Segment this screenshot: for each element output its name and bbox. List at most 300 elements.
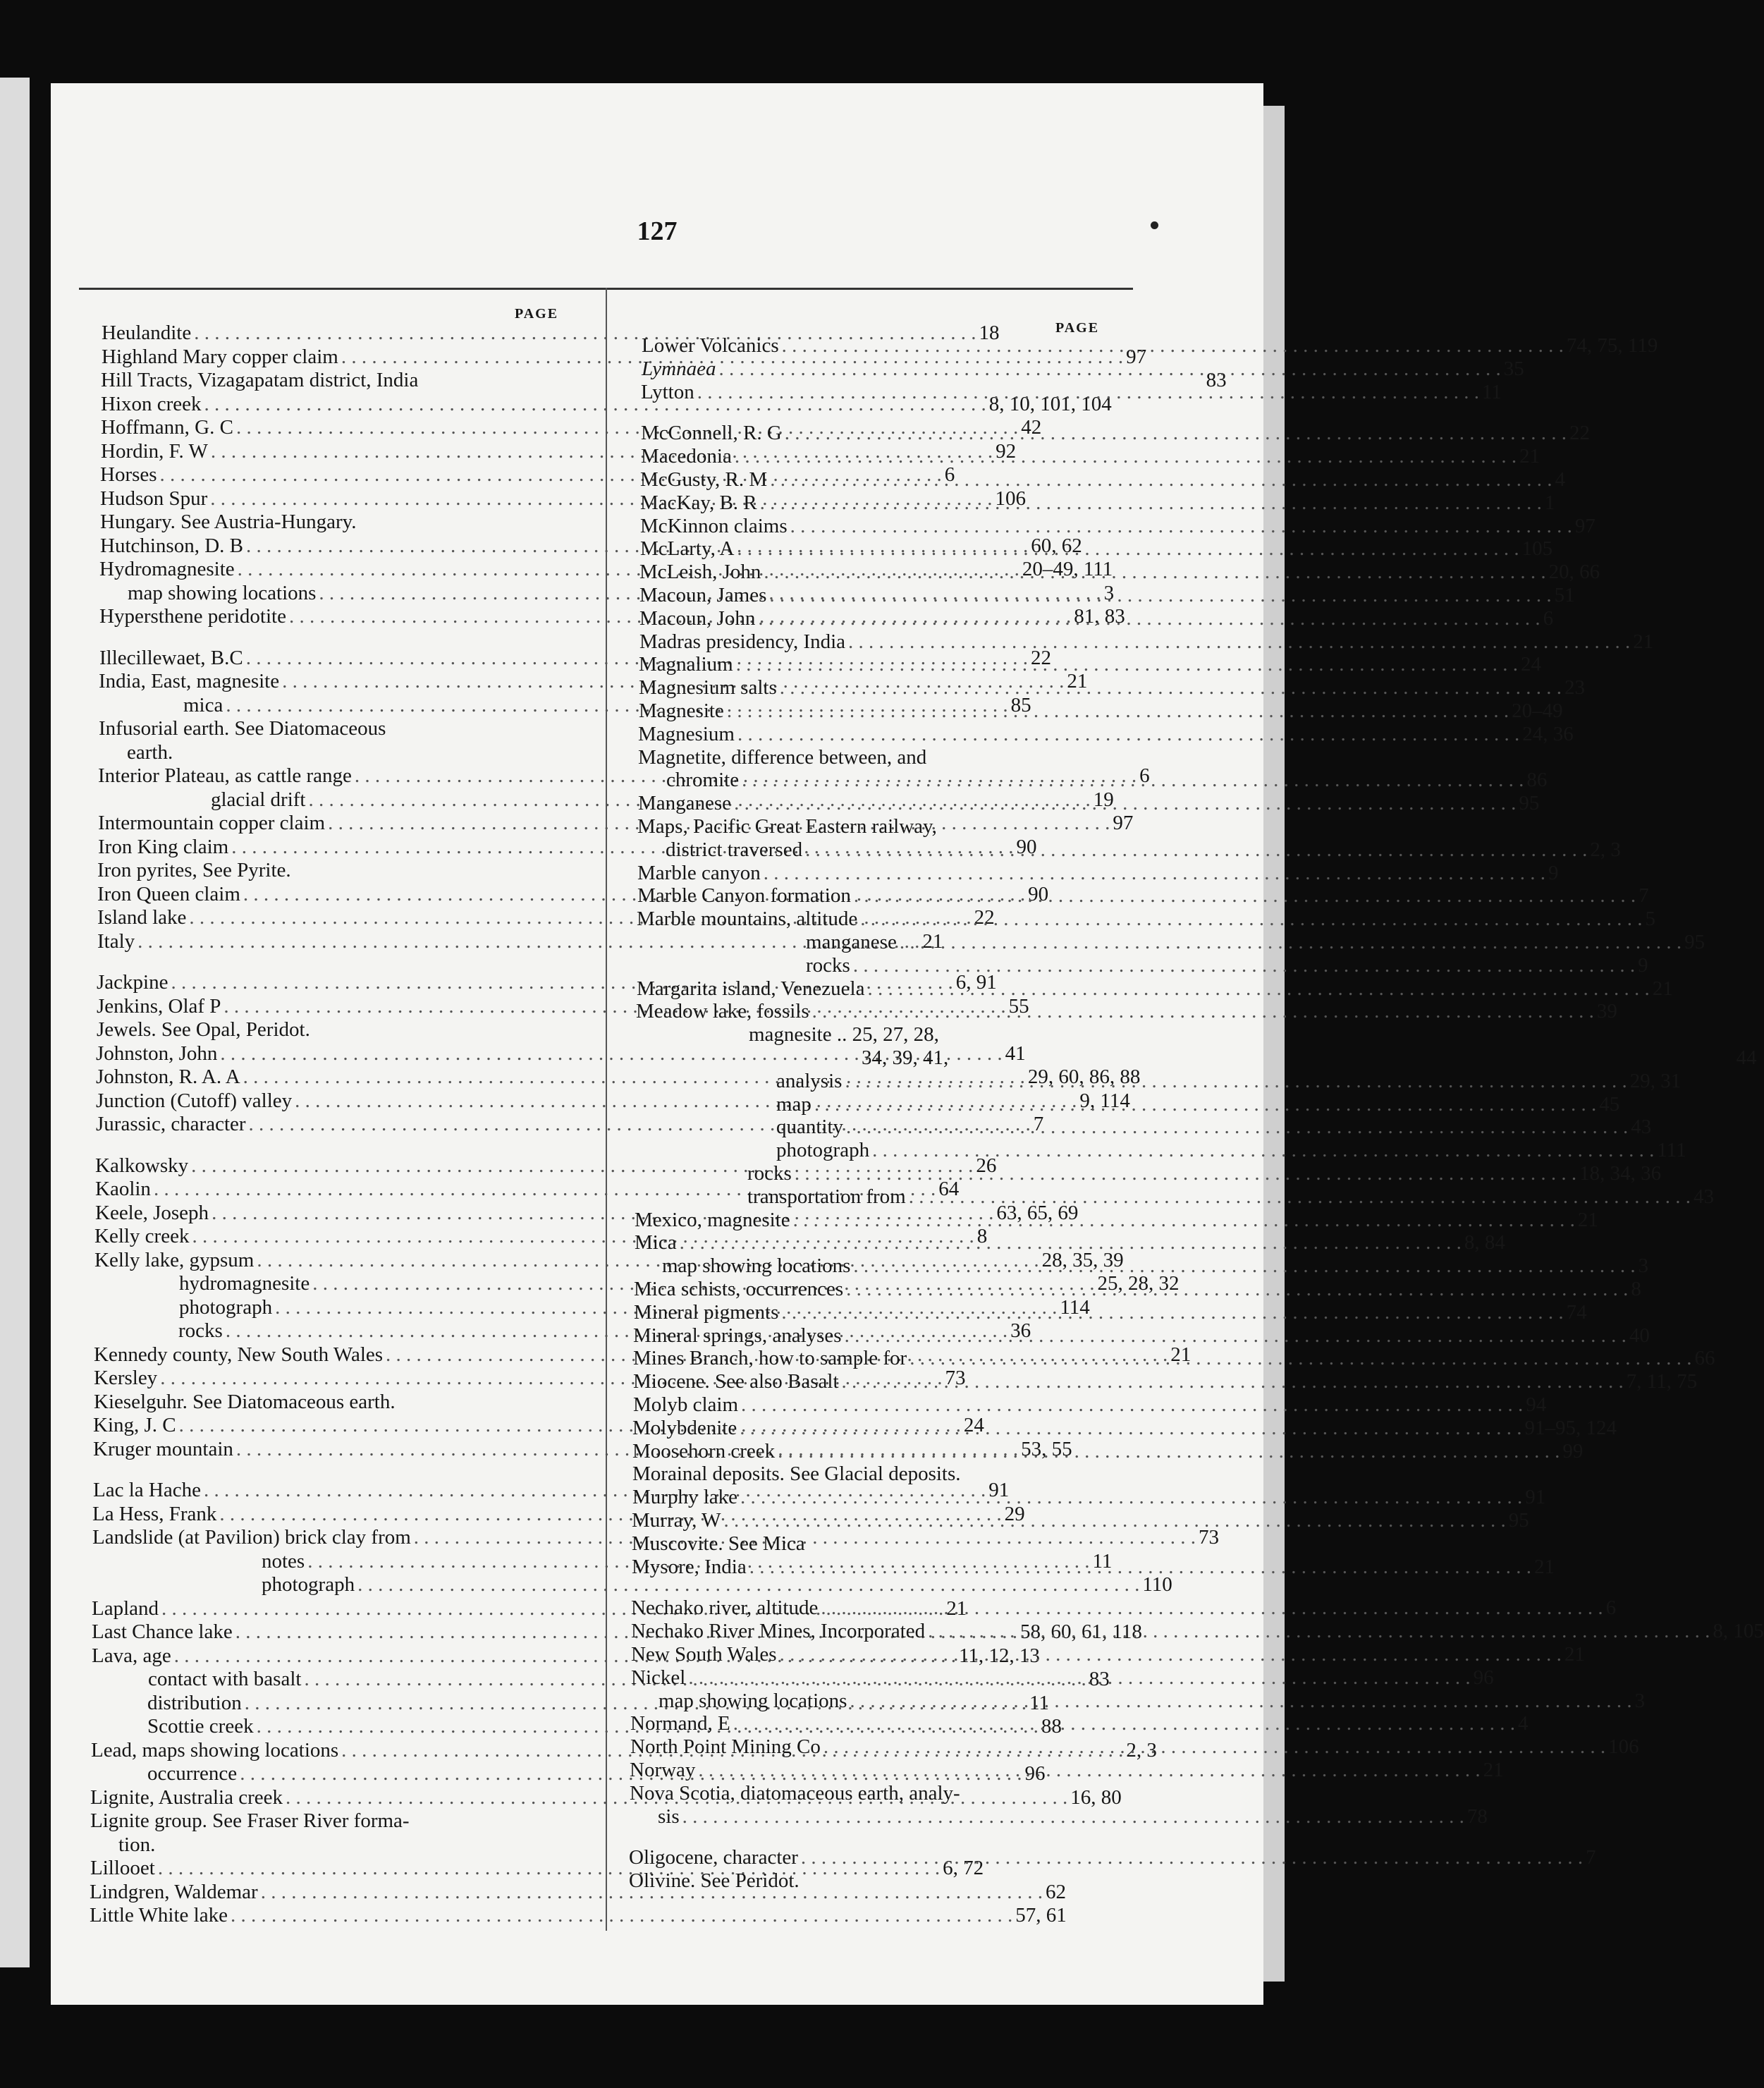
index-term: Lymnaea bbox=[642, 357, 716, 380]
page-reference: 21 bbox=[946, 1596, 967, 1620]
index-term: Manganese bbox=[638, 792, 732, 815]
index-entry bbox=[630, 1712, 1529, 1735]
page-reference: 58, 60, 61, 118 bbox=[1019, 1620, 1142, 1643]
index-entry bbox=[637, 815, 1145, 838]
page-reference: 39 bbox=[1596, 1000, 1617, 1023]
index-term: Jackpine bbox=[97, 971, 169, 994]
index-entry bbox=[636, 1000, 1617, 1023]
dot-leader bbox=[770, 468, 1552, 491]
dot-leader bbox=[733, 1712, 1515, 1735]
dot-leader bbox=[778, 1437, 1560, 1463]
page-reference: 63, 65, 69 bbox=[996, 1201, 1079, 1224]
index-entry bbox=[776, 1069, 1682, 1092]
index-term: Lead, maps showing locations bbox=[91, 1738, 339, 1762]
page-reference: 2, 3 bbox=[1126, 1738, 1157, 1762]
index-entry bbox=[101, 369, 1227, 391]
page-reference: 23 bbox=[1564, 676, 1585, 700]
index-entry bbox=[806, 953, 1648, 977]
dot-leader bbox=[900, 931, 1682, 953]
page-reference: 92 bbox=[996, 439, 1017, 463]
index-term: Lignite, Australia creek bbox=[90, 1785, 283, 1809]
index-term: Muscovite. See Mica bbox=[632, 1532, 805, 1555]
page-reference: 6 bbox=[1605, 1596, 1617, 1620]
index-entry bbox=[638, 722, 1574, 745]
page-reference: 22 bbox=[1031, 646, 1051, 669]
index-entry bbox=[640, 468, 1565, 491]
index-term: Infusorial earth. See Diatomaceous bbox=[99, 717, 386, 740]
index-term: Nova Scotia, diatomaceous earth, analy- bbox=[630, 1781, 960, 1805]
index-term: Kelly lake, gypsum bbox=[94, 1248, 255, 1271]
dot-leader bbox=[928, 1620, 1710, 1642]
index-entry bbox=[101, 392, 1112, 415]
page-reference: 11 bbox=[1092, 1549, 1113, 1573]
index-term: Horses bbox=[100, 463, 157, 486]
page-reference: 9 bbox=[1548, 861, 1559, 884]
page-reference: 35 bbox=[1503, 357, 1524, 380]
index-term: Highland Mary copper claim bbox=[102, 345, 338, 368]
adjacent-page-edge bbox=[0, 78, 30, 1967]
page-reference: 18, 34, 36 bbox=[1579, 1162, 1662, 1185]
page-reference: 36 bbox=[1010, 1319, 1031, 1342]
index-term: Italy bbox=[97, 929, 135, 953]
left-column-page-header: PAGE bbox=[515, 306, 559, 322]
dot-leader bbox=[749, 1556, 1531, 1578]
index-term: Kieselguhr. See Diatomaceous earth. bbox=[94, 1390, 396, 1413]
dot-leader bbox=[764, 561, 1545, 583]
dot-leader bbox=[698, 1759, 1480, 1781]
index-term: Marble canyon bbox=[637, 861, 761, 884]
page-reference: 24 bbox=[1520, 653, 1541, 676]
index-term: sis bbox=[658, 1805, 680, 1828]
index-entry bbox=[632, 1437, 1584, 1463]
index-term: Intermountain copper claim bbox=[98, 812, 326, 834]
index-term: rocks bbox=[747, 1162, 792, 1185]
page-reference: 2, 3 bbox=[1590, 838, 1621, 861]
index-term: New South Wales bbox=[631, 1643, 777, 1666]
index-term: Molyb claim bbox=[633, 1393, 739, 1416]
index-term: map showing locations bbox=[659, 1689, 847, 1712]
index-term: Mica schists, occurrences bbox=[634, 1278, 844, 1300]
index-term: Norway bbox=[630, 1759, 696, 1781]
page-reference: 20–49 bbox=[1512, 700, 1563, 722]
index-entry bbox=[776, 1092, 1620, 1116]
index-term: mica bbox=[183, 693, 223, 716]
index-term: Kennedy county, New South Wales bbox=[94, 1343, 384, 1366]
page-reference: 95 bbox=[1519, 792, 1540, 815]
page-reference: 6 bbox=[1139, 764, 1150, 787]
index-entry bbox=[631, 1596, 1617, 1620]
index-term: Murray, W bbox=[632, 1509, 721, 1532]
index-term: McConnell, R. G bbox=[641, 422, 782, 445]
index-term: Lac la Hache bbox=[93, 1479, 201, 1501]
index-term: Mica bbox=[635, 1231, 677, 1254]
index-entry bbox=[635, 1231, 1505, 1254]
index-term: Nechako river, altitude bbox=[631, 1596, 819, 1620]
index-entry bbox=[632, 1416, 1617, 1439]
index-term: Meadow lake, fossils bbox=[636, 1000, 809, 1023]
index-term: Nickel bbox=[631, 1666, 686, 1689]
dot-leader bbox=[734, 792, 1516, 814]
index-term: Magnetite, difference between, and bbox=[638, 745, 927, 769]
index-term: Hixon creek bbox=[101, 392, 202, 415]
dot-leader bbox=[231, 1904, 1012, 1927]
index-term: Kruger mountain bbox=[93, 1437, 233, 1460]
page-reference: 99 bbox=[1562, 1439, 1584, 1463]
index-term: Mysore, India bbox=[632, 1555, 747, 1578]
dot-leader bbox=[823, 1735, 1605, 1758]
page-reference: 8 bbox=[976, 1225, 988, 1247]
dot-leader bbox=[860, 908, 1642, 930]
index-term: Hydromagnesite bbox=[99, 558, 235, 580]
page-reference: 3 bbox=[1103, 581, 1115, 604]
index-entry bbox=[102, 322, 1000, 344]
dot-leader bbox=[846, 1278, 1628, 1300]
index-term: Magnesium bbox=[638, 722, 735, 745]
index-term: Marble Canyon formation bbox=[637, 884, 851, 908]
page-reference: 45 bbox=[1599, 1092, 1620, 1116]
index-entry bbox=[637, 908, 1656, 931]
page-reference: 8, 10, 101, 104 bbox=[988, 392, 1112, 415]
dot-leader bbox=[846, 1116, 1628, 1138]
index-term: Olivine. See Peridot. bbox=[629, 1869, 800, 1893]
page-reference: 91–95, 124 bbox=[1524, 1416, 1617, 1439]
index-term: magnesite .. 25, 27, 28, bbox=[749, 1023, 939, 1046]
index-term: Hordin, F. W bbox=[101, 439, 208, 463]
page-reference: 94 bbox=[1526, 1393, 1547, 1416]
index-term: Kelly creek bbox=[94, 1225, 190, 1247]
index-term: King, J. C bbox=[93, 1414, 176, 1436]
index-term: Hutchinson, D. B bbox=[100, 534, 243, 557]
dot-leader bbox=[688, 1666, 1470, 1689]
index-entry bbox=[638, 792, 1540, 815]
index-entry bbox=[776, 1116, 1652, 1139]
index-entry bbox=[630, 1759, 1504, 1781]
page-reference: 29, 60, 86, 88 bbox=[1027, 1066, 1141, 1088]
page-reference: 6 bbox=[944, 463, 955, 486]
index-entry bbox=[94, 1391, 580, 1413]
dot-leader bbox=[909, 1347, 1691, 1369]
index-term: Hill Tracts, Vizagapatam district, India bbox=[101, 369, 419, 391]
index-term: McLeish, John bbox=[639, 561, 761, 584]
page-reference: 91 bbox=[1525, 1486, 1546, 1509]
index-entry bbox=[631, 1643, 1585, 1666]
index-term: Nechako River Mines, Incorporated bbox=[631, 1620, 926, 1643]
index-term: Johnston, R. A. A bbox=[96, 1066, 240, 1088]
page-reference: 95 bbox=[1508, 1509, 1529, 1532]
page-reference: 22 bbox=[1569, 422, 1591, 445]
page-reference: 74 bbox=[1566, 1300, 1587, 1324]
index-entry bbox=[630, 1782, 1137, 1805]
index-term: Kaolin bbox=[95, 1178, 151, 1200]
dot-leader bbox=[740, 1486, 1522, 1508]
page-reference: 90 bbox=[1016, 835, 1037, 858]
dot-leader bbox=[854, 884, 1636, 907]
index-entry bbox=[639, 700, 1563, 722]
dot-leader bbox=[764, 862, 1545, 884]
page-reference: 66 bbox=[1694, 1347, 1715, 1370]
page-reference: 42 bbox=[1021, 416, 1042, 439]
page-reference: 55 bbox=[1008, 994, 1029, 1018]
page-reference: 8, 105 bbox=[1713, 1620, 1764, 1643]
dot-leader bbox=[821, 1596, 1603, 1619]
index-term: Little White lake bbox=[90, 1904, 228, 1927]
index-entry bbox=[637, 977, 1673, 1000]
dot-leader bbox=[736, 653, 1518, 676]
dot-leader bbox=[781, 1301, 1563, 1324]
index-entry bbox=[639, 581, 1575, 606]
index-term: Lapland bbox=[92, 1596, 159, 1620]
index-entry bbox=[632, 1486, 1546, 1509]
index-entry bbox=[629, 1869, 1137, 1892]
index-term: Iron pyrites, See Pyrite. bbox=[97, 859, 291, 881]
index-term: Lignite group. See Fraser River forma- bbox=[90, 1809, 410, 1832]
index-entry bbox=[632, 1555, 1555, 1578]
index-term: MacKay, B. R bbox=[640, 491, 757, 514]
page-reference: 21 bbox=[922, 929, 943, 953]
page-reference: 73 bbox=[945, 1367, 966, 1389]
page-reference: 111 bbox=[1657, 1139, 1686, 1162]
index-term: Lower Volcanics bbox=[642, 334, 779, 357]
dot-leader bbox=[760, 492, 1542, 514]
index-entry bbox=[659, 1689, 1646, 1712]
dot-leader bbox=[769, 581, 1551, 606]
index-entry bbox=[642, 334, 1658, 357]
index-term: 34, 39, 41, bbox=[862, 1046, 949, 1069]
index-term: Lindgren, Waldemar bbox=[90, 1880, 258, 1903]
index-entry bbox=[640, 534, 1553, 561]
page-reference: 81, 83 bbox=[1074, 605, 1125, 628]
index-term: Lava, age bbox=[92, 1644, 171, 1667]
index-entry bbox=[633, 1324, 1650, 1347]
index-entry bbox=[637, 884, 1649, 908]
dot-leader bbox=[758, 607, 1540, 630]
index-entry bbox=[639, 676, 1585, 700]
index-term: Kalkowsky bbox=[95, 1154, 189, 1177]
page-reference: 7 bbox=[1586, 1846, 1596, 1869]
page-reference: 7 bbox=[1033, 1113, 1044, 1135]
index-term: Maps, Pacific Great Eastern railway, bbox=[637, 815, 937, 838]
index-term: Murphy lake bbox=[632, 1486, 737, 1509]
index-entry bbox=[97, 1018, 583, 1041]
index-entry bbox=[631, 1620, 1764, 1643]
page-reference: 106 bbox=[1608, 1735, 1639, 1759]
index-term: La Hess, Frank bbox=[92, 1502, 217, 1525]
index-term: Junction (Cutoff) valley bbox=[96, 1089, 293, 1112]
page-reference: 11 bbox=[1481, 380, 1502, 403]
index-term: McGusty, R. M bbox=[640, 468, 768, 491]
index-term: Jewels. See Opal, Peridot. bbox=[97, 1018, 310, 1041]
index-term: quantity bbox=[776, 1116, 844, 1139]
dot-leader bbox=[740, 1417, 1521, 1439]
index-term: Macedonia bbox=[641, 445, 732, 468]
page-reference: 29 bbox=[1004, 1502, 1025, 1525]
dot-leader bbox=[741, 1393, 1523, 1416]
index-term: Jenkins, Olaf P bbox=[97, 994, 221, 1018]
index-term: photograph bbox=[179, 1295, 273, 1319]
index-entry bbox=[662, 1254, 1649, 1278]
page-number: 127 bbox=[637, 216, 678, 246]
page-reference: 96 bbox=[1473, 1666, 1494, 1689]
page-reference: 20–49, 111 bbox=[1022, 558, 1113, 580]
dot-leader bbox=[812, 1000, 1594, 1022]
page-reference: 9 bbox=[1638, 953, 1648, 977]
index-term: map showing locations bbox=[128, 581, 317, 604]
page-reference: 8 bbox=[1631, 1278, 1641, 1300]
page-reference: 95 bbox=[1684, 931, 1705, 953]
index-entry bbox=[97, 859, 584, 881]
dot-leader bbox=[909, 1185, 1691, 1208]
index-term: Mines Branch, how to sample for bbox=[633, 1347, 907, 1370]
index-term: Mineral springs, analyses bbox=[633, 1324, 842, 1347]
index-term: Mineral pigments bbox=[634, 1300, 779, 1324]
page-reference: 21 bbox=[1483, 1759, 1504, 1781]
page-reference: 26 bbox=[976, 1154, 997, 1177]
index-term: transportation from bbox=[747, 1185, 906, 1208]
index-entry bbox=[640, 514, 1595, 537]
index-term: Lillooet bbox=[90, 1857, 155, 1879]
page-reference: 21 bbox=[1577, 1208, 1598, 1231]
page-reference: 6, 91 bbox=[955, 971, 997, 994]
page-reference: 6, 72 bbox=[943, 1857, 984, 1879]
page-reference: 11 bbox=[1029, 1691, 1049, 1714]
dot-leader bbox=[801, 1846, 1583, 1869]
index-term: Kersley bbox=[94, 1367, 158, 1389]
page-reference: 4 bbox=[1518, 1712, 1529, 1735]
index-term: Iron Queen claim bbox=[97, 882, 240, 905]
index-entry bbox=[806, 931, 1705, 953]
page-reference: 21 bbox=[1170, 1343, 1192, 1366]
index-entry bbox=[639, 561, 1600, 584]
index-term: Illecillewaet, B.C bbox=[99, 646, 243, 669]
index-term: contact with basalt bbox=[148, 1668, 302, 1690]
page-reference: 41 bbox=[1005, 1042, 1026, 1065]
index-entry bbox=[747, 1162, 1662, 1185]
index-term: Macoun, James bbox=[639, 584, 767, 606]
page-reference: 7 bbox=[1639, 884, 1649, 908]
index-term: analysis bbox=[776, 1069, 843, 1092]
page-reference: 5 bbox=[1645, 908, 1656, 931]
page-reference: 83 bbox=[1206, 369, 1227, 391]
page-reference: 8, 84 bbox=[1464, 1231, 1505, 1254]
index-term: Moosehorn creek bbox=[632, 1439, 776, 1463]
index-entry bbox=[776, 1139, 1686, 1162]
page-reference: 24 bbox=[963, 1414, 984, 1436]
index-entry bbox=[127, 741, 585, 764]
page-reference: 43 bbox=[1631, 1116, 1652, 1139]
index-entry bbox=[747, 1185, 1714, 1208]
page-reference: 53, 55 bbox=[1021, 1437, 1072, 1460]
index-term: occurrence bbox=[147, 1762, 238, 1785]
page-reference: 88 bbox=[1041, 1715, 1062, 1738]
index-term: Keele, Joseph bbox=[95, 1201, 209, 1224]
index-term: Iron King claim bbox=[98, 835, 229, 858]
dot-leader bbox=[872, 1139, 1654, 1161]
page-reference: 24, 36 bbox=[1522, 722, 1574, 745]
page-reference: 19 bbox=[1093, 788, 1114, 811]
index-term: manganese bbox=[806, 931, 897, 953]
index-term: notes bbox=[262, 1549, 305, 1573]
index-term: Oligocene, character bbox=[629, 1846, 798, 1869]
page-reference: 20, 66 bbox=[1548, 561, 1600, 584]
index-entry bbox=[634, 1300, 1587, 1324]
index-term: photograph bbox=[262, 1573, 355, 1596]
dot-leader bbox=[723, 1509, 1505, 1532]
index-entry bbox=[629, 1846, 1596, 1869]
dot-leader bbox=[867, 977, 1649, 1000]
page-reference: 90 bbox=[1028, 882, 1049, 905]
page-reference: 64 bbox=[938, 1178, 960, 1200]
index-entry bbox=[99, 717, 585, 740]
dot-leader bbox=[782, 334, 1564, 357]
index-term: McLarty, A bbox=[640, 537, 735, 561]
page-reference: 16, 80 bbox=[1070, 1785, 1122, 1809]
page-reference: 11, 12, 13 bbox=[958, 1644, 1040, 1667]
scan-mark bbox=[1151, 221, 1158, 229]
index-page bbox=[51, 83, 1764, 2005]
index-entry bbox=[640, 491, 1555, 514]
index-entry bbox=[632, 1532, 1139, 1555]
dot-leader bbox=[718, 358, 1500, 380]
index-entry bbox=[632, 1463, 1140, 1485]
index-term: map showing locations bbox=[662, 1254, 851, 1278]
index-entry bbox=[666, 835, 1621, 861]
index-entry bbox=[635, 1208, 1598, 1231]
page-reference: 18 bbox=[979, 322, 1000, 344]
index-entry bbox=[633, 1370, 1698, 1393]
index-term: Margarita island, Venezuela bbox=[637, 977, 865, 1000]
index-entry bbox=[639, 606, 1554, 630]
page-reference: 29, 31 bbox=[1629, 1069, 1682, 1092]
page-reference: 51 bbox=[1554, 584, 1575, 606]
page-reference: 1 bbox=[1544, 491, 1555, 514]
index-term: Mexico, magnesite bbox=[635, 1208, 790, 1231]
index-term: North Point Mining Co bbox=[630, 1735, 821, 1759]
dot-leader bbox=[845, 1070, 1627, 1092]
page-reference: 21 bbox=[1067, 670, 1088, 692]
index-term: distribution bbox=[147, 1691, 242, 1714]
index-entry bbox=[633, 1393, 1547, 1416]
index-term: Macoun, John bbox=[639, 606, 756, 630]
index-term: glacial drift bbox=[211, 788, 306, 811]
index-entry bbox=[90, 1904, 1067, 1927]
index-term: McKinnon claims bbox=[640, 514, 788, 537]
page-reference: 114 bbox=[1060, 1295, 1090, 1319]
index-term: Interior Plateau, as cattle range bbox=[98, 764, 352, 787]
dot-leader bbox=[805, 835, 1587, 861]
page-reference: 43 bbox=[1693, 1185, 1714, 1208]
page-reference: 21 bbox=[1633, 630, 1654, 653]
dot-leader bbox=[680, 1231, 1462, 1254]
page-reference: 57, 61 bbox=[1015, 1904, 1067, 1927]
index-term: Magnalium bbox=[639, 653, 733, 676]
dot-leader bbox=[848, 630, 1630, 653]
page-reference: 105 bbox=[1521, 537, 1553, 561]
page-reference: 91 bbox=[988, 1479, 1010, 1501]
index-entry bbox=[639, 653, 1541, 676]
dot-leader bbox=[780, 1643, 1562, 1666]
index-entry bbox=[666, 769, 1548, 792]
page-reference: 22 bbox=[974, 906, 995, 929]
page-reference: 21 bbox=[1519, 445, 1541, 468]
index-term: Marble mountains, altitude bbox=[637, 908, 858, 931]
index-term: earth. bbox=[127, 740, 173, 764]
dot-leader bbox=[697, 381, 1479, 403]
dot-leader bbox=[735, 445, 1517, 468]
right-column-page-header: PAGE bbox=[1055, 320, 1100, 336]
page-reference: 21 bbox=[1652, 977, 1673, 1000]
dot-leader bbox=[737, 534, 1519, 560]
index-entry bbox=[658, 1805, 1488, 1828]
